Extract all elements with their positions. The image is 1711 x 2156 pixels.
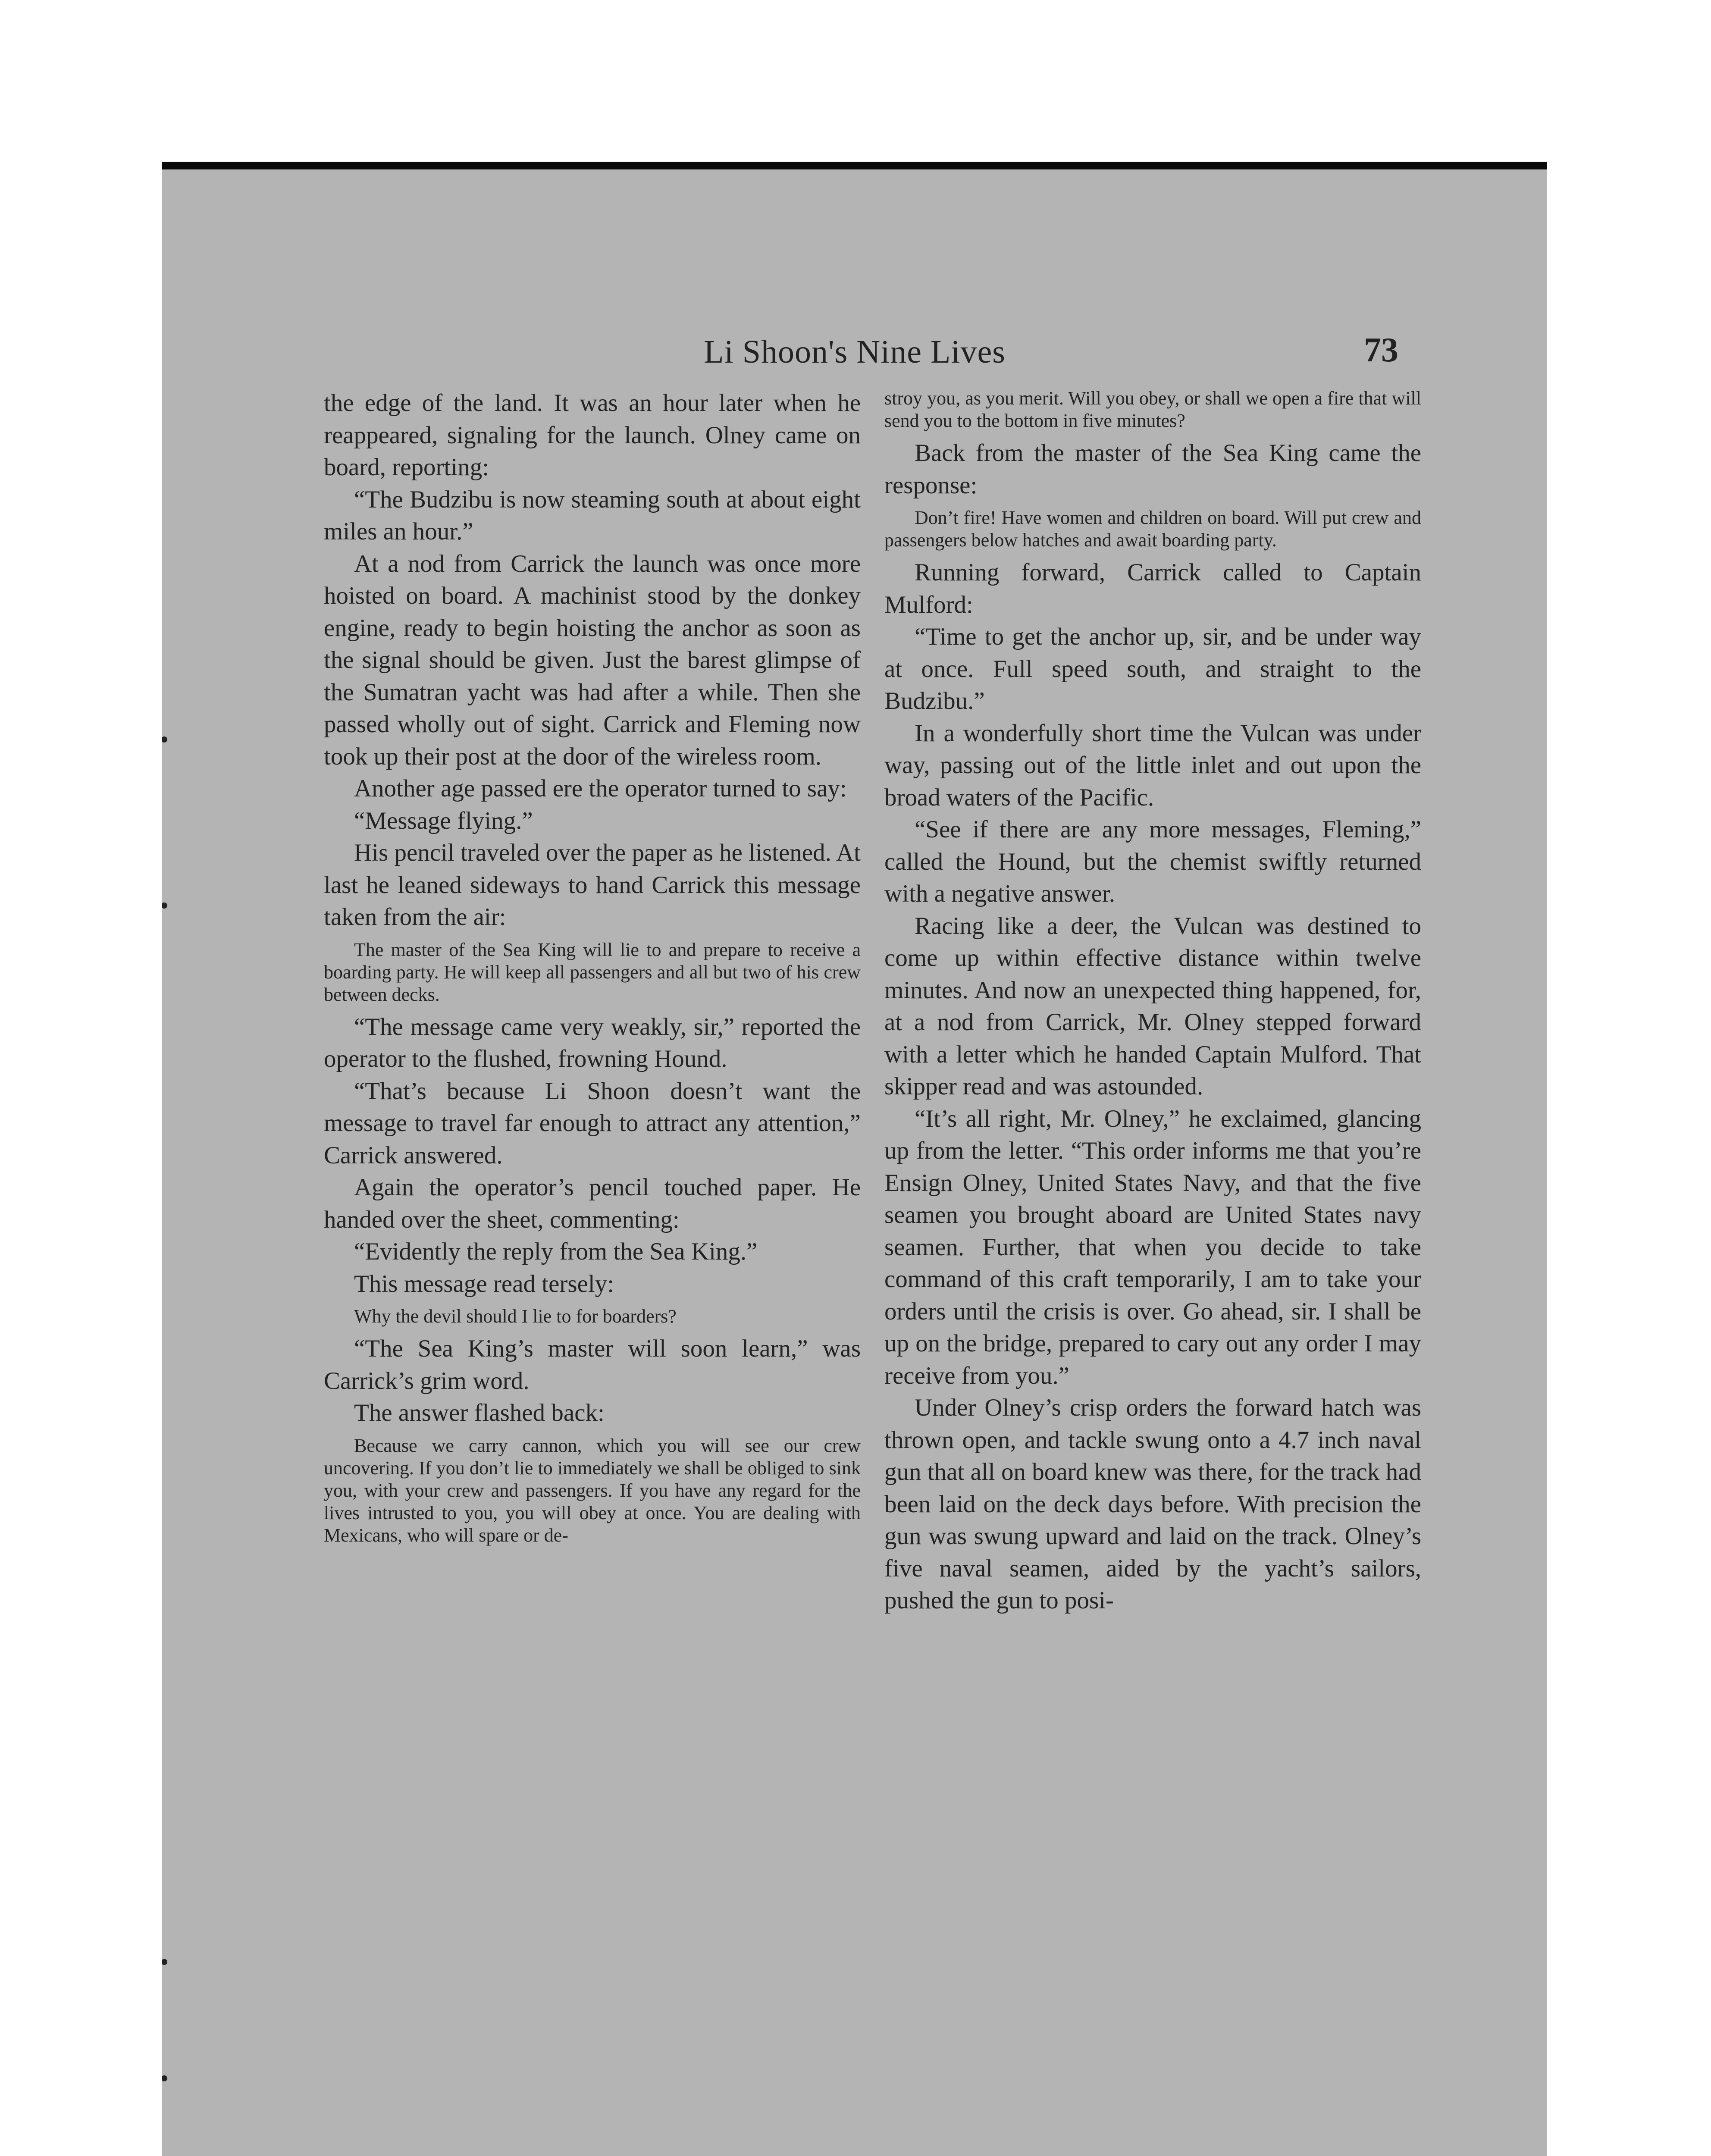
paragraph: “It’s all right, Mr. Olney,” he exclaimed, glancing up from the letter. “This order informs me that you’re Ensign Olney, United States Navy, and that the five seamen you brought aboard are United States navy seamen. Further, that when you decide to take command of this craft temporarily, I am to take your orders until the crisis is over. Go ahead, sir. I shall be up on the bridge, prepared to cary out any order I may receive from you.” <box>884 1105 1421 1389</box>
paragraph: His pencil traveled over the paper as he listened. At last he leaned sideways to hand Carrick this message taken from the air: <box>324 839 861 931</box>
paragraph: “See if there are any more messages, Fleming,” called the Hound, but the chemist swiftly returned with a negative answer. <box>884 816 1421 907</box>
paragraph: Under Olney’s crisp orders the forward hatch was thrown open, and tackle swung onto a 4.7 inch naval gun that all on board knew was there, for the track had been laid on the deck days before. With precision the gun was swung upward and laid on the track. Olney’s five naval seamen, aided by the yacht’s sailors, pushed the gun to posi- <box>884 1394 1421 1614</box>
paragraph: This message read tersely: <box>354 1270 614 1297</box>
paragraph: Running forward, Carrick called to Captain Mulford: <box>884 559 1421 618</box>
wireless-message: stroy you, as you merit. Will you obey, or shall we open a fire that will send you to the bottom in five minutes? <box>884 388 1421 431</box>
paragraph: the edge of the land. It was an hour later when he reappeared, signaling for the launch. Olney came on board, reporting: <box>324 389 861 481</box>
paragraph: “Time to get the anchor up, sir, and be under way at once. Full speed south, and straight to the Budzibu.” <box>884 623 1421 714</box>
paragraph: Another age passed ere the operator turned to say: <box>354 775 847 802</box>
page-number: 73 <box>1364 331 1398 369</box>
wireless-message: The master of the Sea King will lie to and prepare to receive a boarding party. He will keep all passengers and all but two of his crew between decks. <box>324 939 861 1005</box>
left-column <box>324 387 861 1552</box>
wireless-message: Don’t fire! Have women and children on board. Will put crew and passengers below hatches and await boarding party. <box>884 507 1421 551</box>
scan-speck <box>162 2075 167 2081</box>
wireless-message: Why the devil should I lie to for boarders? <box>354 1306 677 1327</box>
right-column <box>884 387 1421 1617</box>
scan-speck <box>162 1959 167 1965</box>
scan-speck <box>162 736 167 743</box>
scanned-page <box>162 162 1547 2156</box>
paragraph: Racing like a deer, the Vulcan was destined to come up within effective distance within twelve minutes. And now an unexpected thing happened, for, at a nod from Carrick, Mr. Olney stepped forward with a letter which he handed Captain Mulford. That skipper read and was astounded. <box>884 912 1421 1100</box>
paragraph: Again the operator’s pencil touched paper. He handed over the sheet, commenting: <box>324 1174 861 1233</box>
scan-speck <box>162 903 167 909</box>
paragraph: Back from the master of the Sea King came the response: <box>884 439 1421 499</box>
running-title: Li Shoon's Nine Lives <box>704 334 1006 370</box>
paragraph: “The Sea King’s master will soon learn,” was Carrick’s grim word. <box>324 1335 861 1395</box>
paragraph: At a nod from Carrick the launch was once more hoisted on board. A machinist stood by the donkey engine, ready to begin hoisting the anchor as soon as the signal should be given. Just the barest glimpse of the Sumatran yacht was had after a while. Then she passed wholly out of sight. Carrick and Fleming now took up their post at the door of the wireless room. <box>324 550 861 770</box>
paragraph: “That’s because Li Shoon doesn’t want the message to travel far enough to attract any attention,” Carrick answered. <box>324 1077 861 1169</box>
paragraph: In a wonderfully short time the Vulcan was under way, passing out of the little inlet and out upon the broad waters of the Pacific. <box>884 719 1421 811</box>
paragraph: “Evidently the reply from the Sea King.” <box>354 1238 758 1265</box>
paragraph: The answer flashed back: <box>354 1399 605 1426</box>
wireless-message: Because we carry cannon, which you will see our crew uncovering. If you don’t lie to immediately we shall be obliged to sink you, with your crew and passengers. If you have any regard for the lives intrusted to you, you will obey at once. You are dealing with Mexicans, who will spare or de- <box>324 1435 861 1546</box>
running-header <box>162 333 1547 385</box>
paragraph: “The Budzibu is now steaming south at about eight miles an hour.” <box>324 486 861 545</box>
paragraph: “Message flying.” <box>354 807 533 834</box>
paragraph: “The message came very weakly, sir,” reported the operator to the flushed, frowning Hound. <box>324 1013 861 1072</box>
